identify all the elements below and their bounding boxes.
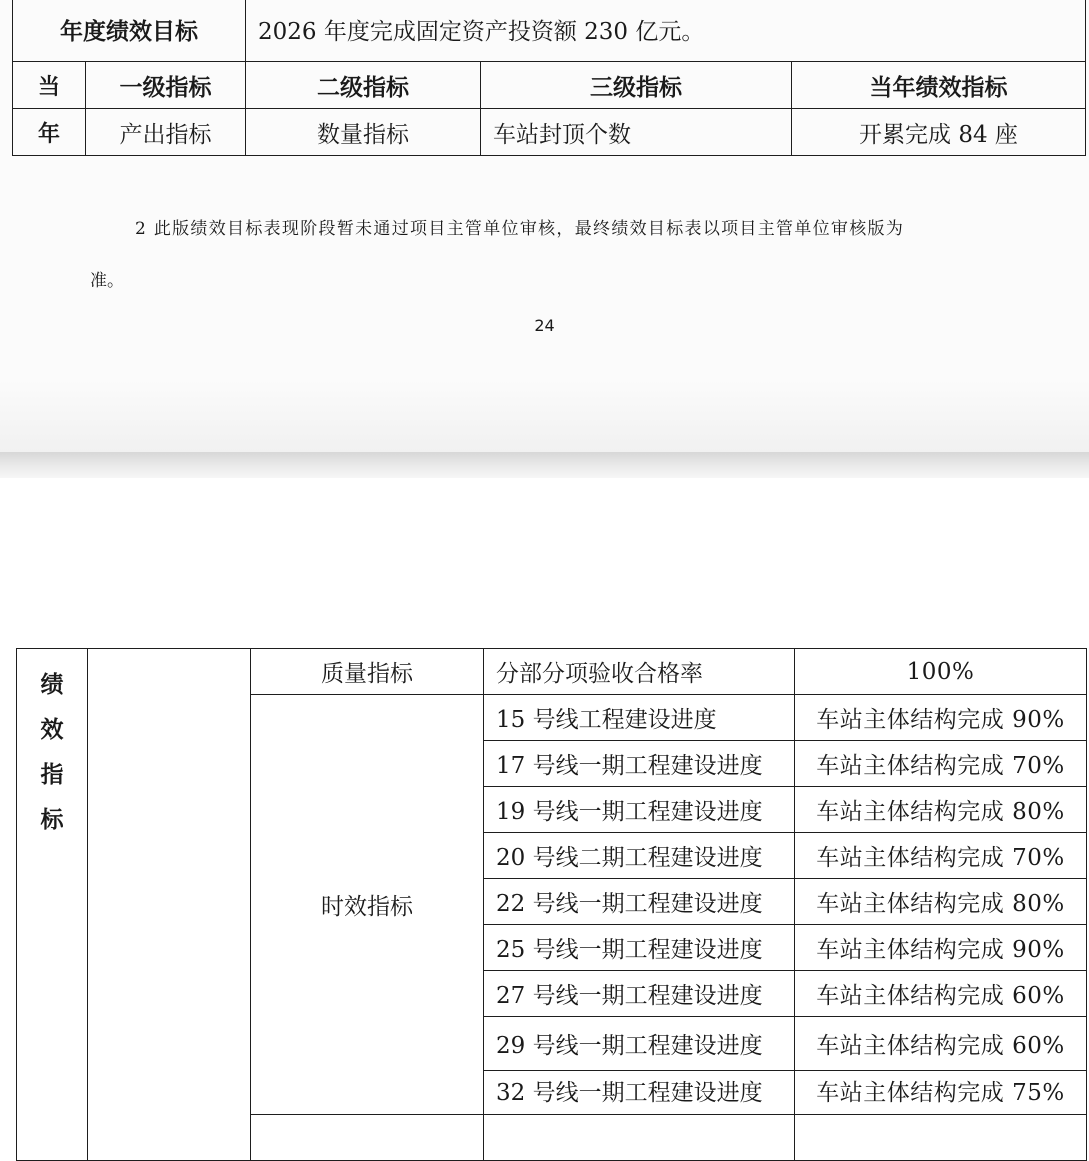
timeliness-indicator-name: 17 号线一期工程建设进度	[484, 741, 795, 787]
quality-indicator-name: 分部分项验收合格率	[484, 649, 795, 695]
table-row	[17, 649, 1087, 695]
timeliness-indicator-target: 车站主体结构完成 70%	[795, 741, 1087, 787]
timeliness-indicator-name: 22 号线一期工程建设进度	[484, 879, 795, 925]
page-separator	[0, 452, 1089, 478]
timeliness-indicator-target: 车站主体结构完成 80%	[795, 787, 1087, 833]
timeliness-indicator-name: 32 号线一期工程建设进度	[484, 1071, 795, 1115]
header-annual-target: 当年绩效指标	[792, 62, 1086, 109]
vertical-label-char: 指	[40, 762, 64, 788]
header-level2: 二级指标	[246, 62, 481, 109]
vertical-label-char: 标	[40, 807, 64, 833]
timeliness-indicator-target: 车站主体结构完成 60%	[795, 971, 1087, 1017]
table-row	[13, 109, 1086, 156]
vertical-label-char: 年	[13, 109, 86, 156]
timeliness-indicator-target: 车站主体结构完成 90%	[795, 695, 1087, 741]
footnote-continuation: 准。	[90, 271, 124, 291]
cell-level1: 产出指标	[86, 109, 246, 156]
vertical-label-char: 当	[13, 62, 86, 109]
quality-indicator-target: 100%	[795, 649, 1087, 695]
annual-goal-label: 年度绩效目标	[13, 0, 246, 62]
timeliness-indicator-target: 车站主体结构完成 70%	[795, 833, 1087, 879]
timeliness-indicator-target: 车站主体结构完成 60%	[795, 1017, 1087, 1071]
timeliness-indicator-name: 15 号线工程建设进度	[484, 695, 795, 741]
page-shadow	[0, 380, 1089, 452]
next-indicator-label	[251, 1115, 484, 1161]
table-row	[13, 0, 1086, 62]
performance-target-table-top	[12, 0, 1086, 156]
cell-level2: 数量指标	[246, 109, 481, 156]
header-level1: 一级指标	[86, 62, 246, 109]
table-header-row	[13, 62, 1086, 109]
vertical-label-char: 效	[40, 717, 64, 743]
timeliness-indicator-target: 车站主体结构完成 75%	[795, 1071, 1087, 1115]
timeliness-indicator-target: 车站主体结构完成 90%	[795, 925, 1087, 971]
cell-level3: 车站封顶个数	[481, 109, 792, 156]
timeliness-indicator-name: 20 号线二期工程建设进度	[484, 833, 795, 879]
level1-empty-cell	[88, 649, 251, 1161]
timeliness-indicator-label: 时效指标	[251, 695, 484, 1115]
timeliness-indicator-name: 25 号线一期工程建设进度	[484, 925, 795, 971]
next-indicator-target	[795, 1115, 1087, 1161]
next-indicator-name	[484, 1115, 795, 1161]
quality-indicator-label: 质量指标	[251, 649, 484, 695]
header-level3: 三级指标	[481, 62, 792, 109]
annual-goal-text: 2026 年度完成固定资产投资额 230 亿元。	[246, 0, 1086, 62]
vertical-label-char: 绩	[40, 672, 64, 698]
cell-annual-target: 开累完成 84 座	[792, 109, 1086, 156]
timeliness-indicator-target: 车站主体结构完成 80%	[795, 879, 1087, 925]
timeliness-indicator-name: 27 号线一期工程建设进度	[484, 971, 795, 1017]
vertical-label-performance	[17, 649, 88, 1161]
timeliness-indicator-name: 29 号线一期工程建设进度	[484, 1017, 795, 1071]
timeliness-indicator-name: 19 号线一期工程建设进度	[484, 787, 795, 833]
page-number: 24	[534, 316, 555, 335]
footnote: 2 此版绩效目标表现阶段暂未通过项目主管单位审核，最终绩效目标表以项目主管单位审核版为	[135, 219, 905, 239]
performance-target-table-bottom	[16, 648, 1087, 1161]
document-page-top	[0, 0, 1089, 452]
